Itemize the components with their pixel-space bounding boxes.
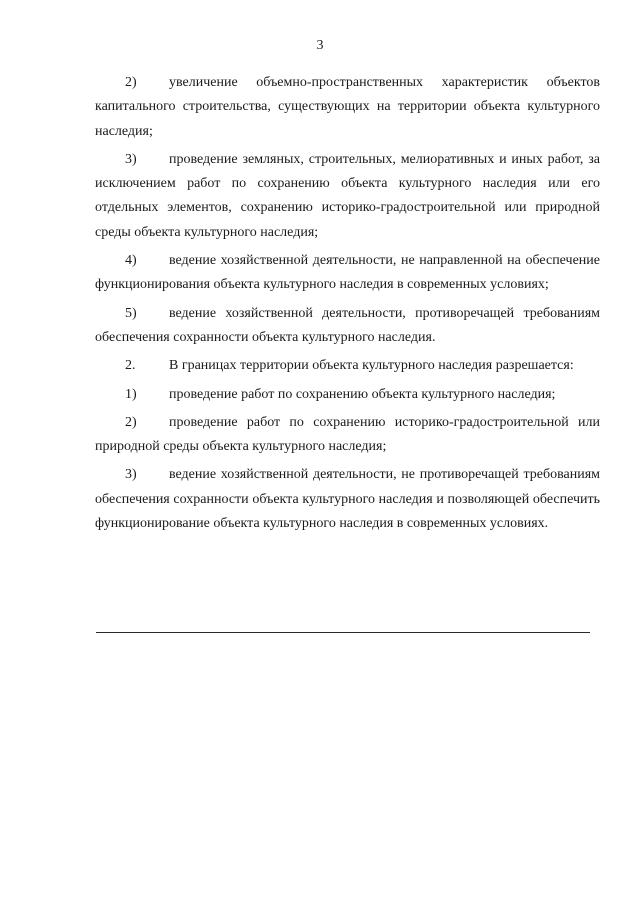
end-divider-line: [96, 632, 590, 633]
list-item: [95, 71, 600, 144]
list-item: [95, 383, 600, 407]
section-paragraph: [95, 354, 600, 378]
list-item: [95, 148, 600, 245]
list-item-text: проведение работ по сохранению историко-градостроительной или природной среды объекта культурного наследия;: [95, 414, 600, 455]
list-item-text: ведение хозяйственной деятельности, не направленной на обеспечение функционирования объекта культурного наследия в современных условиях;: [95, 253, 600, 293]
list-item-number: 2): [125, 414, 137, 430]
section-number: 2.: [125, 358, 136, 374]
list-item-number: 5): [125, 305, 137, 321]
list-item: [95, 411, 600, 460]
section-text: В границах территории объекта культурного наследия разрешается:: [169, 358, 574, 374]
page-number: 3: [316, 38, 324, 53]
list-item-text: проведение земляных, строительных, мелиоративных и иных работ, за исключением работ по сохранению объекта культурного наследия или его отдельных элементов, сохранению историко-градостроительной или природной среды объекта культурного наследия;: [95, 151, 600, 240]
list-item-number: 4): [125, 253, 137, 269]
list-item-number: 1): [125, 386, 137, 402]
list-item-text: увеличение объемно-пространственных характеристик объектов капитального строительства, существующих на территории объекта культурного наследия;: [95, 75, 600, 139]
list-item: [95, 249, 600, 298]
list-item: [95, 463, 600, 536]
list-item-number: 3): [125, 467, 137, 483]
list-item-number: 3): [125, 151, 137, 167]
list-item-text: проведение работ по сохранению объекта культурного наследия;: [169, 386, 556, 402]
list-item-text: ведение хозяйственной деятельности, не противоречащей требованиям обеспечения сохранности объекта культурного наследия и позволяющей обеспечить функционирование объекта культурного наследия в современных условиях.: [95, 467, 600, 532]
list-item-number: 2): [125, 75, 137, 90]
document-body: [95, 71, 600, 540]
list-item-text: ведение хозяйственной деятельности, противоречащей требованиям обеспечения сохранности объекта культурного наследия.: [95, 305, 600, 345]
list-item: [95, 302, 600, 351]
